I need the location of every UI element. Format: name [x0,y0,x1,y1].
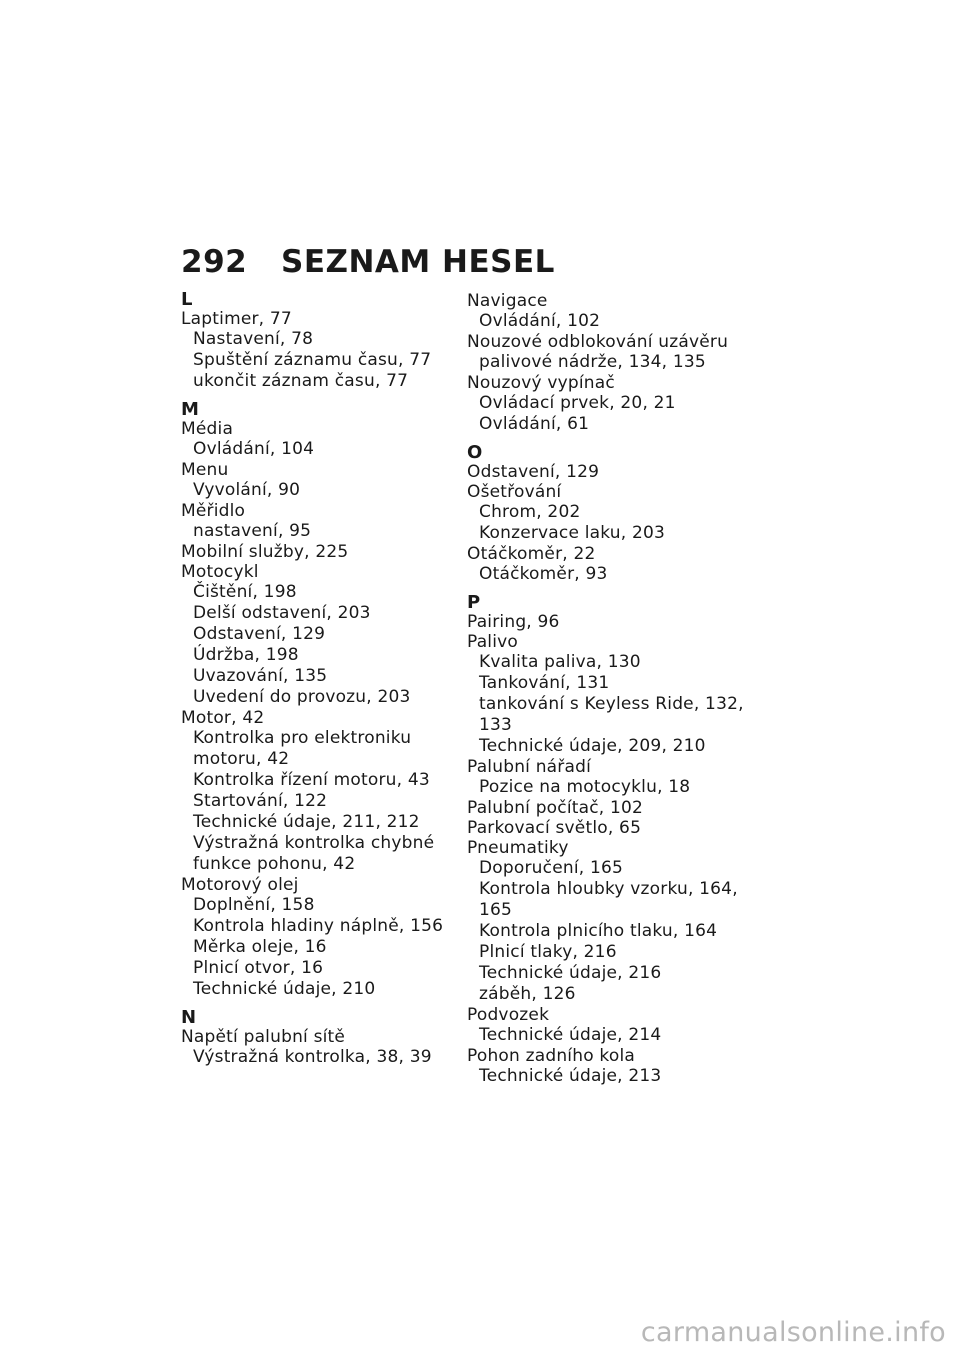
index-subterm: Startování, 122 [193,791,328,811]
index-term: Mobilní služby, 225 [181,542,349,562]
index-subterm: Otáčkoměr, 93 [479,564,608,584]
index-section-letter: N [181,1007,197,1028]
index-subterm: Doporučení, 165 [479,858,624,878]
index-subterm: ukončit záznam času, 77 [193,371,409,391]
index-column-right [467,291,747,1087]
index-section-letter: O [467,442,483,463]
index-term: Palubní počítač, 102 [467,798,644,818]
page-header [181,244,555,280]
index-subterm: Výstražná kontrolka chybné [193,833,435,853]
index-term: Otáčkoměr, 22 [467,544,596,564]
index-subterm: 133 [479,715,513,735]
index-subterm: tankování s Keyless Ride, 132, [479,694,744,714]
index-subterm: Delší odstavení, 203 [193,603,371,623]
index-subterm: Pozice na motocyklu, 18 [479,777,691,797]
index-term: Motorový olej [181,875,299,895]
index-subterm: Spuštění záznamu času, 77 [193,350,432,370]
index-subterm: Technické údaje, 213 [479,1066,662,1086]
index-subterm: Chrom, 202 [479,502,581,522]
index-term: Parkovací světlo, 65 [467,818,642,838]
index-term: Navigace [467,291,548,311]
index-section-letter: L [181,289,193,310]
index-term: Ošetřování [467,482,562,502]
index-subterm: Technické údaje, 209, 210 [479,736,706,756]
index-section-letter: P [467,592,481,613]
index-subterm: Ovládací prvek, 20, 21 [479,393,676,413]
index-term: Podvozek [467,1005,550,1025]
index-subterm: Kvalita paliva, 130 [479,652,641,672]
index-term: Pneumatiky [467,838,569,858]
index-subterm: Uvazování, 135 [193,666,328,686]
index-subterm: nastavení, 95 [193,521,312,541]
index-subterm: Ovládání, 104 [193,439,315,459]
index-subterm: Měrka oleje, 16 [193,937,327,957]
index-subterm: Technické údaje, 210 [193,979,376,999]
index-subterm: Ovládání, 61 [479,414,590,434]
index-subterm: Technické údaje, 211, 212 [193,812,420,832]
index-term: Palubní nářadí [467,757,592,777]
index-subterm: záběh, 126 [479,984,576,1004]
index-subterm: Kontrola plnicího tlaku, 164 [479,921,718,941]
index-term: Palivo [467,632,519,652]
index-subterm: Nastavení, 78 [193,329,314,349]
index-subterm: motoru, 42 [193,749,290,769]
index-subterm: Vyvolání, 90 [193,480,301,500]
index-term: Napětí palubní sítě [181,1027,346,1047]
index-subterm: Tankování, 131 [479,673,610,693]
index-subterm: Čištění, 198 [193,582,297,602]
index-term: Média [181,419,234,439]
index-subterm: Výstražná kontrolka, 38, 39 [193,1047,432,1067]
index-subterm: Odstavení, 129 [193,624,326,644]
page-number: 292 [181,244,248,280]
index-subterm: funkce pohonu, 42 [193,854,356,874]
index-term: Pohon zadního kola [467,1046,635,1066]
index-term: Odstavení, 129 [467,462,600,482]
index-subterm: 165 [479,900,513,920]
index-term: Menu [181,460,229,480]
index-term: Nouzové odblokování uzávěru [467,332,729,352]
index-subterm: Údržba, 198 [193,645,299,665]
index-subterm: Plnicí otvor, 16 [193,958,324,978]
index-term: Nouzový vypínač [467,373,615,393]
watermark: carmanualsonline.info [640,1317,946,1348]
index-term: Laptimer, 77 [181,309,292,329]
index-subterm: Kontrolka pro elektroniku [193,728,412,748]
index-subterm: palivové nádrže, 134, 135 [479,352,706,372]
index-term: Motocykl [181,562,259,582]
index-term: Měřidlo [181,501,246,521]
index-term: Pairing, 96 [467,612,560,632]
index-subterm: Technické údaje, 216 [479,963,662,983]
page-title: SEZNAM HESEL [281,244,555,280]
index-subterm: Ovládání, 102 [479,311,601,331]
index-column-left [181,291,461,1068]
index-subterm: Konzervace laku, 203 [479,523,666,543]
index-term: Motor, 42 [181,708,265,728]
index-subterm: Kontrola hladiny náplně, 156 [193,916,444,936]
index-subterm: Uvedení do provozu, 203 [193,687,411,707]
index-section-letter: M [181,399,199,420]
index-subterm: Kontrola hloubky vzorku, 164, [479,879,738,899]
index-subterm: Doplnění, 158 [193,895,315,915]
index-subterm: Technické údaje, 214 [479,1025,662,1045]
index-subterm: Kontrolka řízení motoru, 43 [193,770,430,790]
index-subterm: Plnicí tlaky, 216 [479,942,617,962]
